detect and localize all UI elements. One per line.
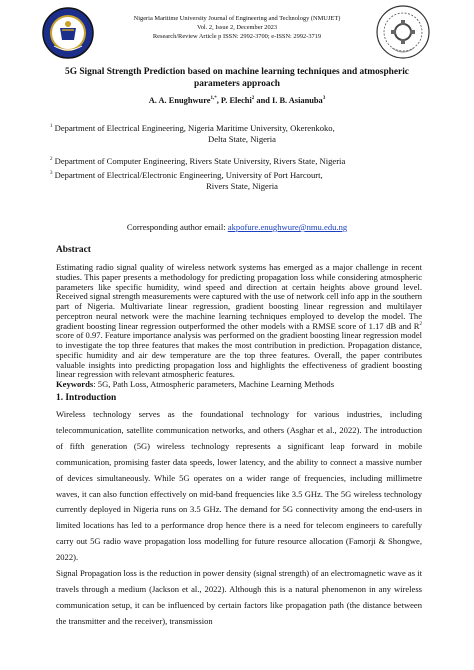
author-name: P. Elechi bbox=[220, 96, 252, 105]
journal-issn: Research/Review Article p ISSN: 2992-3700; e-ISSN: 2992-3719 bbox=[152, 33, 322, 40]
author-name: I. B. Asianuba bbox=[272, 96, 323, 105]
introduction-paragraph: Wireless technology serves as the foundational technology for various industries, including telecommunication, satellite communication networks, and others (Asghar et al., 2022). The introduction of fifth generation (5G) wireless technology represents a significant leap forward in mobile communication, promising faster data speeds, lower latency, and the ability to connect a massive number of devices simultaneously. While 5G operates on a wider range of frequencies, including millimetre waves, it can also function effectively on mid-band frequencies like 3.5 GHz. The 5G wireless technology currently deployed in Nigeria runs on 3.5 GHz. The demand for 5G connectivity among the end-users in limited locations has led to a performance drop hence there is a need for telecom engineers to carefully carry out 5G radio wave propagation loss modelling for future resource allocation (Famorji & Shongwe, 2022). bbox=[56, 409, 422, 563]
journal-volume: Vol. 2, Issue 2, December 2023 bbox=[196, 24, 278, 31]
keywords-list: : 5G, Path Loss, Atmospheric parameters, Machine Learning Methods bbox=[93, 379, 335, 389]
corresponding-label: Corresponding author email: bbox=[126, 222, 228, 232]
author-and: and bbox=[254, 96, 272, 105]
journal-header bbox=[100, 14, 374, 41]
abstract-body: Estimating radio signal quality of wireless network systems has emerged as a major challenge in recent studies. This paper presents a methodology for predicting propagation loss while considering atmospheric parameters like specific humidity, wind speed and direction at certain heights above ground level. Received signal strength measurements were captured with the use of network cell info app in the southern part of Nigeria. Multivariate linear regression, gradient boosting linear regression and multilayer perceptron neural network were the machine learning techniques employed to develop the model. The gradient boosting linear regression outperformed the other models with a RMSE score of 1.17 dB and $R^2$ score of 0.97. Feature importance analysis was performed on the gradient boosting linear regression model to investigate the top three features that makes the most contribution in prediction. Propagation distance, specific humidity and air dew temperature are the top three features. Overall, the paper contributes valuable insights into predicting propagation loss and highlights the effectiveness of gradient boosting linear regression with relevant atmospheric features. bbox=[56, 262, 422, 380]
corresponding-email-link[interactable]: akpofure.enughwure@nmu.edu.ng bbox=[227, 222, 348, 232]
keywords bbox=[56, 379, 426, 389]
author-name: A. A. Enughwure bbox=[148, 96, 211, 105]
keywords-label: Keywords bbox=[56, 379, 94, 389]
university-seal-logo bbox=[40, 6, 96, 60]
author-affiliation-mark: 3 bbox=[322, 96, 326, 102]
journal-name: Nigeria Maritime University Journal of Engineering and Technology (NMUJET) bbox=[133, 15, 341, 22]
affiliation-2: $^2$ Department of Computer Engineering, Rivers State University, Rivers State, Nigeria bbox=[50, 155, 346, 166]
author-affiliation-mark: 2 bbox=[251, 96, 255, 102]
abstract-heading: Abstract bbox=[56, 245, 91, 255]
introduction-heading: 1. Introduction bbox=[56, 393, 117, 403]
introduction-paragraph: Signal Propagation loss is the reduction in power density (signal strength) of an electromagnetic wave as it travels through a medium (Jackson et al., 2022). Although this is a natural phenomenon in any wireless communication setup, it can be influenced by certain factors like propagation path (the distance between the transmitter and the receiver), transmission bbox=[56, 568, 422, 626]
affiliation-3: $^3$ Department of Electrical/Electronic Engineering, University of Port Harcourt, Rivers State, Nigeria bbox=[50, 169, 323, 191]
introduction-body bbox=[56, 407, 422, 630]
affiliation-1: $^1$ Department of Electrical Engineering, Nigeria Maritime University, Okerenkoko, Delta State, Nigeria bbox=[50, 122, 335, 144]
journal-emblem-logo bbox=[374, 4, 432, 60]
author-affiliation-mark: 1,* bbox=[210, 96, 217, 102]
author-list bbox=[40, 96, 434, 105]
author-separator: , bbox=[216, 96, 221, 105]
paper-title: 5G Signal Strength Prediction based on machine learning techniques and atmospheric parameters approach bbox=[65, 67, 409, 89]
corresponding-author bbox=[40, 222, 434, 232]
